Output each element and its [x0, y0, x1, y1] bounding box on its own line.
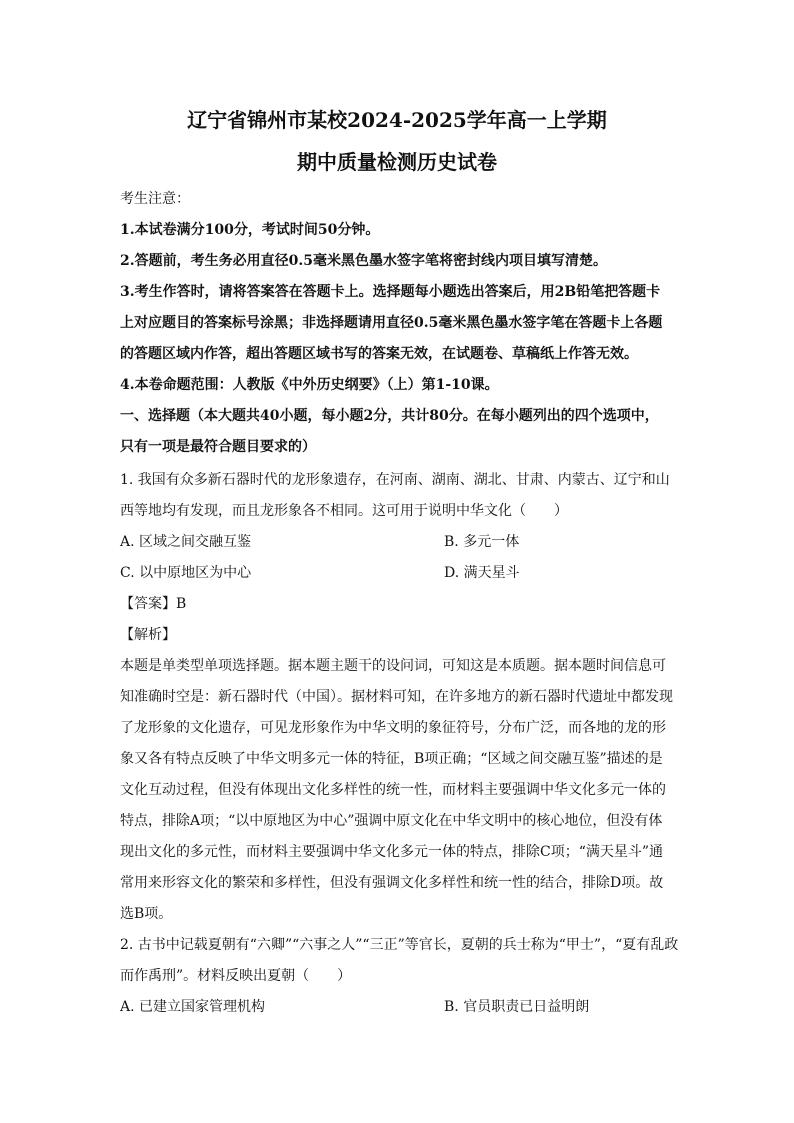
q1-analysis-label: 【解析】	[120, 627, 176, 643]
q1-analysis-line: 知准确时空是：新石器时代（中国）。据材料可知，在许多地方的新石器时代遗址中都发现	[120, 689, 673, 705]
notice-heading: 考生注意：	[120, 191, 190, 207]
q1-analysis-line: 文化互动过程，但没有体现出文化多样性的统一性，而材料主要强调中华文化多元一体的	[120, 782, 666, 798]
q1-stem-line2: 西等地均有发现，而且龙形象各不相同。这可用于说明中华文化（ ）	[120, 503, 568, 519]
notice-item-2: 2.答题前，考生务必用直径0.5毫米黑色墨水签字笔将密封线内项目填写清楚。	[120, 253, 607, 269]
q1-option-b: B. 多元一体	[444, 534, 520, 550]
notice-item-4: 4.本卷命题范围：人教版《中外历史纲要》（上）第1-10课。	[120, 377, 499, 393]
q1-option-c: C. 以中原地区为中心	[120, 565, 252, 581]
notice-item-3-line1: 3.考生作答时，请将答案答在答题卡上。选择题每小题选出答案后，用2B铅笔把答题卡	[120, 284, 661, 300]
notice-item-1: 1.本试卷满分100分，考试时间50分钟。	[120, 222, 380, 238]
q2-stem-line2: 而作禹刑”。材料反映出夏朝（ ）	[120, 968, 352, 984]
exam-title-line1: 辽宁省锦州市某校2024-2025学年高一上学期	[187, 108, 607, 132]
q2-option-a: A. 已建立国家管理机构	[120, 999, 266, 1015]
q1-answer: 【答案】B	[120, 596, 187, 612]
q1-option-a: A. 区域之间交融互鉴	[120, 534, 252, 550]
section-heading-line2: 只有一项是最符合题目要求的）	[120, 439, 316, 455]
exam-title-line2: 期中质量检测历史试卷	[297, 150, 497, 174]
q1-analysis-line: 了龙形象的文化遗存，可见龙形象作为中华文明的象征符号，分布广泛，而各地的龙的形	[120, 720, 666, 736]
notice-item-3-line2: 上对应题目的答案标号涂黑；非选择题请用直径0.5毫米黑色墨水签字笔在答题卡上各题	[120, 315, 663, 331]
q1-analysis-line: 本题是单类型单项选择题。据本题主题干的设问词，可知这是本质题。据本题时间信息可	[120, 658, 666, 674]
q1-analysis-line: 特点，排除A项；“以中原地区为中心”强调中原文化在中华文明中的核心地位，但没有体	[120, 813, 663, 829]
q1-stem-line1: 1. 我国有众多新石器时代的龙形象遗存，在河南、湖南、湖北、甘肃、内蒙古、辽宁和山	[120, 472, 670, 488]
q1-analysis-line: 现出文化的多元性，而材料主要强调中华文化多元一体的特点，排除C项；“满天星斗”通	[120, 844, 664, 860]
q2-option-b: B. 官员职责已日益明朗	[444, 999, 590, 1015]
q1-analysis-line: 象又各有特点反映了中华文明多元一体的特征，B项正确；“区域之间交融互鉴”描述的是	[120, 751, 663, 767]
q2-stem-line1: 2. 古书中记载夏朝有“六卿”“六事之人”“三正”等官长，夏朝的兵士称为“甲士”，“夏有乱政	[120, 937, 679, 953]
q1-option-d: D. 满天星斗	[444, 565, 520, 581]
q1-analysis-line: 常用来形容文化的繁荣和多样性，但没有强调文化多样性和统一性的结合，排除D项。故	[120, 875, 664, 891]
notice-item-3-line3: 的答题区域内作答，超出答题区域书写的答案无效，在试题卷、草稿纸上作答无效。	[120, 346, 638, 362]
section-heading-line1: 一、选择题（本大题共40小题，每小题2分，共计80分。在每小题列出的四个选项中，	[120, 408, 659, 424]
q1-analysis-line: 选B项。	[120, 906, 173, 922]
